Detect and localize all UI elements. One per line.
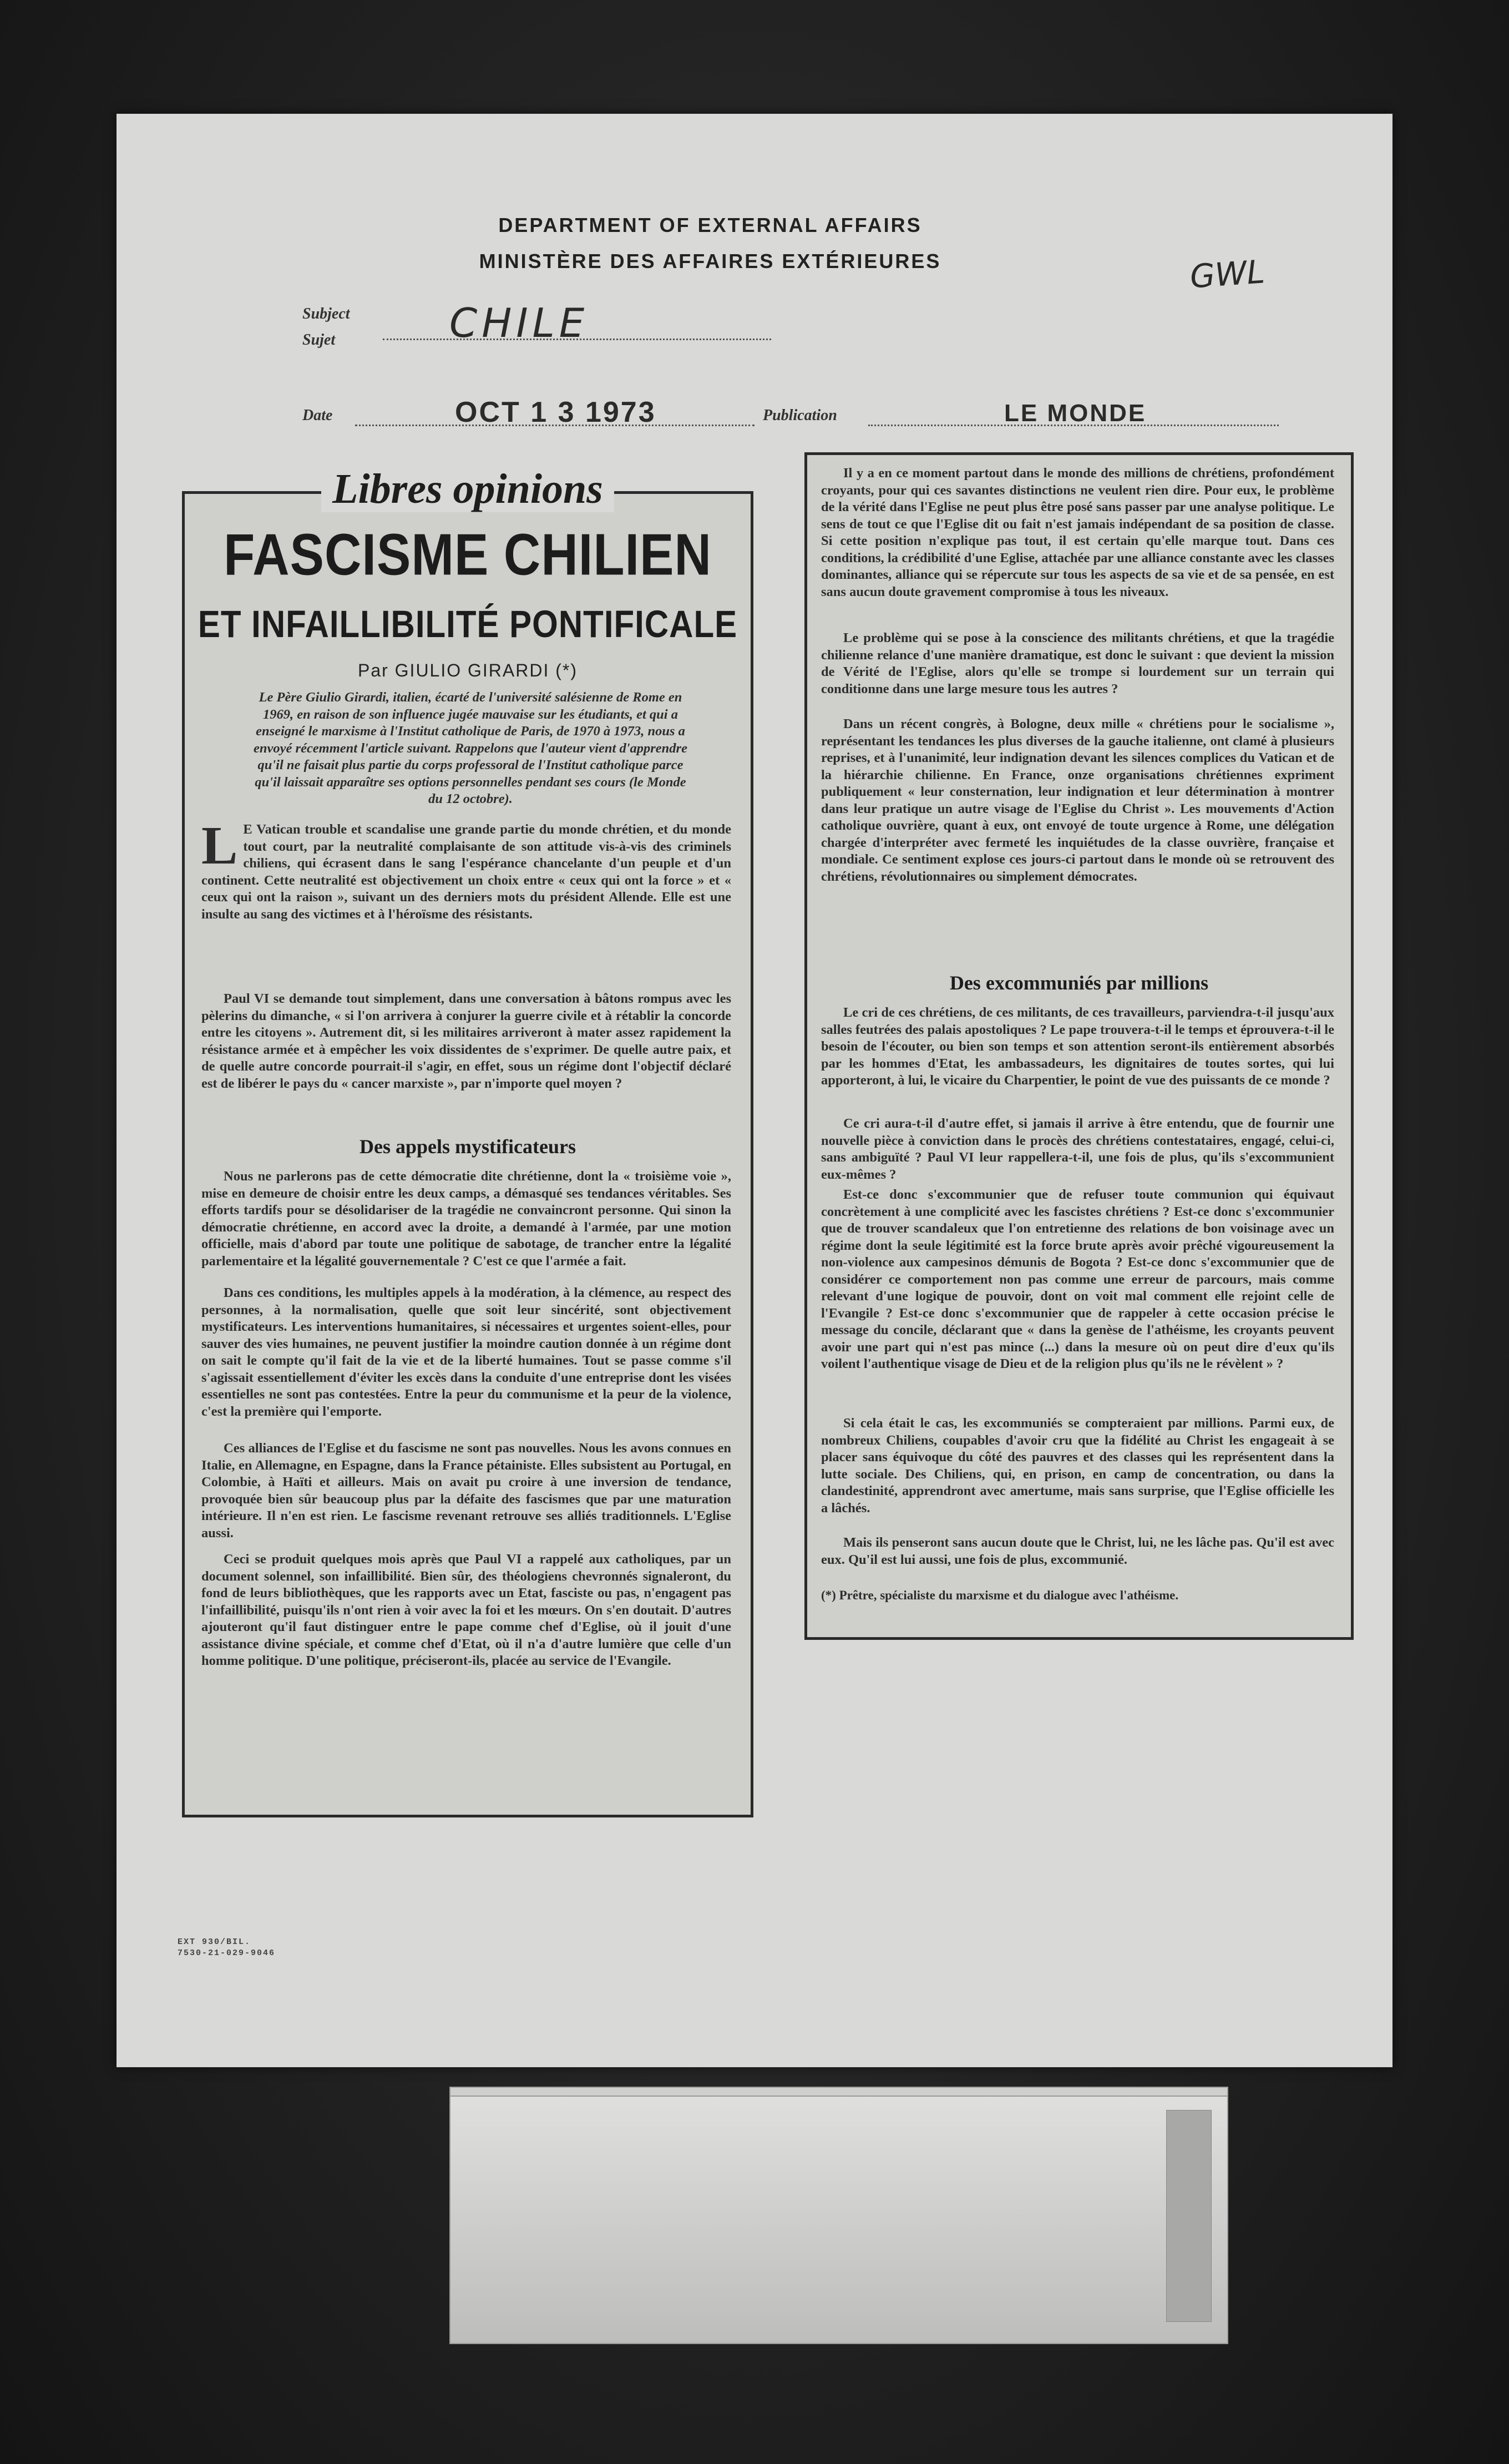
right-paragraph-3: Dans un récent congrès, à Bologne, deux mille « chrétiens pour le socialisme », représentant les tendances les plus diverses de la gauche italienne, ont clamé à plusieurs reprises, et à l'unanimité, leur indignation devant les silences complices du Vatican et de la hiérarchie chilienne. En France, onze organisations chrétiennes expriment publiquement « leur consternation, leur indignation et leur détermination à montrer dans leur pratique un autre visage de l'Eglise du Christ ». Les mouvements d'Action catholique ouvrière, quant à eux, ont envoyé de toute urgence à Rome, une délégation chargée d'interpréter avec fermeté les inquiétudes de la classe ouvrière, française et mondiale. Ce sentiment explose ces jours-ci partout dans le monde où se retrouvent des chrétiens, révolutionnaires ou simplement démocrates.	[821, 716, 1334, 884]
rubric-title: Libres opinions	[185, 465, 751, 513]
right-paragraph-6: Est-ce donc s'excommunier que de refuser toute communion qui équivaut concrètement à une complicité avec les fascistes chrétiens ? Est-ce donc s'excommunier que de trouver scandaleux que l'on entretienne des relations de bon voisinage avec un régime dont la seule légitimité est la force brute après avoir prêché vigoureusement la non-violence aux campesinos démunis de Bogota ? Est-ce donc s'excommunier que de considérer ce comportement non pas comme une erreur de parcours, mais comme relevant d'une logique de pouvoir, dont on voit mal comment elle rejoint celle de l'Evangile ? Est-ce donc s'excommunier que de rappeler à cette occasion précise le message du concile, déclarant que « dans la genèse de l'athéisme, les croyants peuvent avoir une part qui n'est pas mince (...) dans la mesure où on peut dire d'eux qu'ils voilent l'authentique visage de Dieu et de la religion plus qu'ils ne le révèlent » ?	[821, 1187, 1334, 1371]
envelope-flap	[1166, 2110, 1212, 2322]
clipping-left-column	[182, 466, 753, 1817]
right-paragraph-4: Le cri de ces chrétiens, de ces militants, de ces travailleurs, parviendra-t-il jusqu'aux salles feutrées des palais apostoliques ? Le pape trouvera-t-il le temps et éprouvera-t-il le besoin de l'écouter, ou bien son temps et son attention seront-ils entièrement absorbés par les hommes d'Etat, les ambassadeurs, les dignitaires de toutes sortes, qui lui apporteront, à lui, le vicaire du Charpentier, le point de vue des puissants de ce monde ?	[821, 1005, 1334, 1088]
department-name-french: MINISTÈRE DES AFFAIRES EXTÉRIEURES	[479, 250, 941, 272]
handwritten-file-code: GWL	[1189, 253, 1267, 296]
subhead-excommunies: Des excommuniés par millions	[949, 972, 1209, 994]
right-paragraph-1: Il y a en ce moment partout dans le monde des millions de chrétiens, profondément croyants, pour qui ces savantes distinctions ne veulent rien dire. Pour eux, le problème de la vérité dans l'Eglise ne peut plus être posé sans passer par une analyse politique. Le sens de tout ce que l'Eglise dit ou fait n'est jamais indépendant de sa position de classe. Si cette position n'explique pas tout, il est certain qu'elle marque tout. Dans ces conditions, la crédibilité d'une Eglise, attachée par une alliance constante avec les classes dominantes, alliance qui se répercute sur tous les aspects de sa vie et de sa pensée, en est sans aucun doute gravement compromise à tous les niveaux.	[821, 466, 1334, 599]
paragraph-2: Paul VI se demande tout simplement, dans une conversation à bâtons rompus avec les pèlerins du dimanche, « si l'on arrivera à conjurer la guerre civile et à rétablir la concorde entre les citoyens ». Autrement dit, si les militaires arriveront à mater assez rapidement la résistance armée et à empêcher les voix dissidentes de s'exprimer. De quelle autre paix, et de quelle autre concorde pourrait-il s'agir, en effet, sous un régime dont l'objectif déclaré est de libérer le pays du « cancer marxiste », par n'importe quel moyen ?	[201, 991, 731, 1091]
envelope-below-sheet	[449, 2087, 1228, 2344]
article-intro: Le Père Giulio Girardi, italien, écarté de l'université salésienne de Rome en 1969, en raison de son influence jugée mauvaise sur les étudiants, et qui a enseigné le marxisme à l'Institut catholique de Paris, de 1970 à 1973, nous a envoyé récemment l'article suivant. Rappelons que l'auteur vient d'apprendre qu'il ne faisait plus partie du corps professoral de l'Institut catholique parce qu'il laissait apparaître ses options personnelles pendant ses cours (le Monde du 12 octobre).	[254, 690, 687, 806]
paragraph-6: Ceci se produit quelques mois après que Paul VI a rappelé aux catholiques, par un document solennel, son infaillibilité. Bien sûr, des théologiens chevronnés signaleront, du fond de leurs bibliothèques, que les rapports avec un Etat, fasciste ou pas, n'engagent pas l'infaillibilité, puisqu'ils n'ont rien à voir avec la foi et les mœurs. On s'en doutait. D'autres ajouteront qu'il faut distinguer entre le pape comme chef d'Eglise, où il jouit d'une assistance divine spéciale, et comme chef d'Etat, où il n'a d'autre lumière que celle d'un homme politique. D'une politique, préciseront-ils, placée au service de l'Evangile.	[201, 1552, 731, 1668]
department-name-english: DEPARTMENT OF EXTERNAL AFFAIRS	[498, 214, 922, 236]
paragraph-3: Nous ne parlerons pas de cette démocratie dite chrétienne, dont la « troisième voie », mise en demeure de choisir entre les deux camps, a démasqué ses tendances véritables. Ses efforts tardifs pour se désolidariser de la tragédie ne convaincront personne. Qui sinon la démocratie chrétienne, en accord avec la droite, a demandé à l'armée, par une motion officielle, mais d'abord par toute une politique de sabotage, de trancher entre la légalité parlementaire et la légalité gouvernementale ? C'est ce que l'armée a fait.	[201, 1169, 731, 1269]
publication-label: Publication	[763, 407, 837, 424]
right-paragraph-2: Le problème qui se pose à la conscience des militants chrétiens, et que la tragédie chilienne relance d'une manière dramatique, est donc le suivant : que devient la mission de Vérité de l'Eglise, alors qu'elle se trompe si lourdement sur un terrain qui conditionne dans une large mesure tous les autres ?	[821, 630, 1334, 696]
paragraph-5: Ces alliances de l'Eglise et du fascisme ne sont pas nouvelles. Nous les avons connues en Italie, en Allemagne, en Espagne, dans la France pétainiste. Elles subsistent au Portugal, en Colombie, à Haïti et ailleurs. Mais on avait pu croire à une inversion de tendance, provoquée bien sûr beaucoup plus par la défaite des fascismes que par une maturation intérieure. Il n'en est rien. Le fascisme revenant retrouve ses alliés traditionnels. L'Eglise aussi.	[201, 1441, 731, 1541]
right-paragraph-5: Ce cri aura-t-il d'autre effet, si jamais il arrive à être entendu, que de fournir une nouvelle pièce à conviction dans le procès des chrétiens contestataires, engagé, celui-ci, sans ambiguïté ? Paul VI leur rappellera-t-il, une fois de plus, qu'ils s'excommunient eux-mêmes ?	[821, 1116, 1334, 1182]
right-paragraph-7: Si cela était le cas, les excommuniés se compteraient par millions. Parmi eux, de nombreux Chiliens, coupables d'avoir cru que la fidélité au Christ les engageait à se placer sans équivoque du côté des pauvres et des classes qui les représentent dans la lutte sociale. Des Chiliens, qui, en prison, en camp de concentration, ou dans la clandestinité, apprendront avec amertume, mais sans surprise, que l'Eglise officielle les a lâchés.	[821, 1416, 1334, 1516]
right-paragraph-8: Mais ils penseront sans aucun doute que le Christ, lui, ne les lâche pas. Qu'il est avec eux. Qu'il est lui aussi, une fois de plus, excommunié.	[821, 1535, 1334, 1567]
article-subheadline: ET INFAILLIBILITÉ PONTIFICALE	[198, 602, 738, 646]
subject-label: Subject	[302, 305, 350, 322]
article-byline: Par GIULIO GIRARDI (*)	[357, 660, 578, 680]
article-body-part1	[201, 816, 731, 923]
paragraph-1: E Vatican trouble et scandalise une grande partie du monde chrétien, et du monde tout court, par la neutralité complaisante de son attitude vis-à-vis des criminels chiliens, qui écrasent dans le sang l'espérance chancelante d'un peuple et d'un continent. Cette neutralité est objectivement un choix entre « ceux qui ont la force » et « ceux qui ont la raison », suivant un des derniers mots du président Allende. Elle est une insulte au sang des victimes et à l'héroïsme des résistants.	[201, 822, 731, 922]
sujet-label: Sujet	[302, 331, 336, 349]
clipping-right-column	[804, 452, 1354, 1640]
publication-stamp: LE MONDE	[1004, 400, 1147, 427]
article-headline: FASCISME CHILIEN	[224, 522, 712, 588]
envelope-edge	[450, 2088, 1227, 2097]
date-stamp: OCT 1 3 1973	[455, 396, 656, 428]
paragraph-4: Dans ces conditions, les multiples appels à la modération, à la clémence, au respect des personnes, à la normalisation, quelle que soit leur sincérité, sont objectivement mystificateurs. Les interventions humanitaires, si nécessaires et urgentes soient-elles, pour sauver des vies humaines, ne peuvent justifier la moindre caution donnée à un régime dont on sait le compte qu'il fait de la vie et de la liberté humaines. Tout se passe comme s'il s'agissait essentiellement d'éviter les excès dans la conduite d'une entreprise dont les visées essentielles ne sont pas contestées. Entre la peur du communisme et la peur de la violence, c'est la première qui l'emporte.	[201, 1285, 731, 1419]
subhead-appels: Des appels mystificateurs	[359, 1135, 576, 1158]
form-code-line-1: EXT 930/BIL.	[178, 1937, 251, 1947]
subject-value: CHILE	[449, 300, 589, 346]
form-number	[178, 1937, 275, 1959]
drop-cap: L	[201, 816, 238, 876]
author-footnote: (*) Prêtre, spécialiste du marxisme et du dialogue avec l'athéisme.	[821, 1588, 1179, 1602]
date-label: Date	[302, 407, 333, 424]
form-code-line-2: 7530-21-029-9046	[178, 1948, 276, 1958]
clipping-form-sheet	[117, 114, 1392, 2067]
